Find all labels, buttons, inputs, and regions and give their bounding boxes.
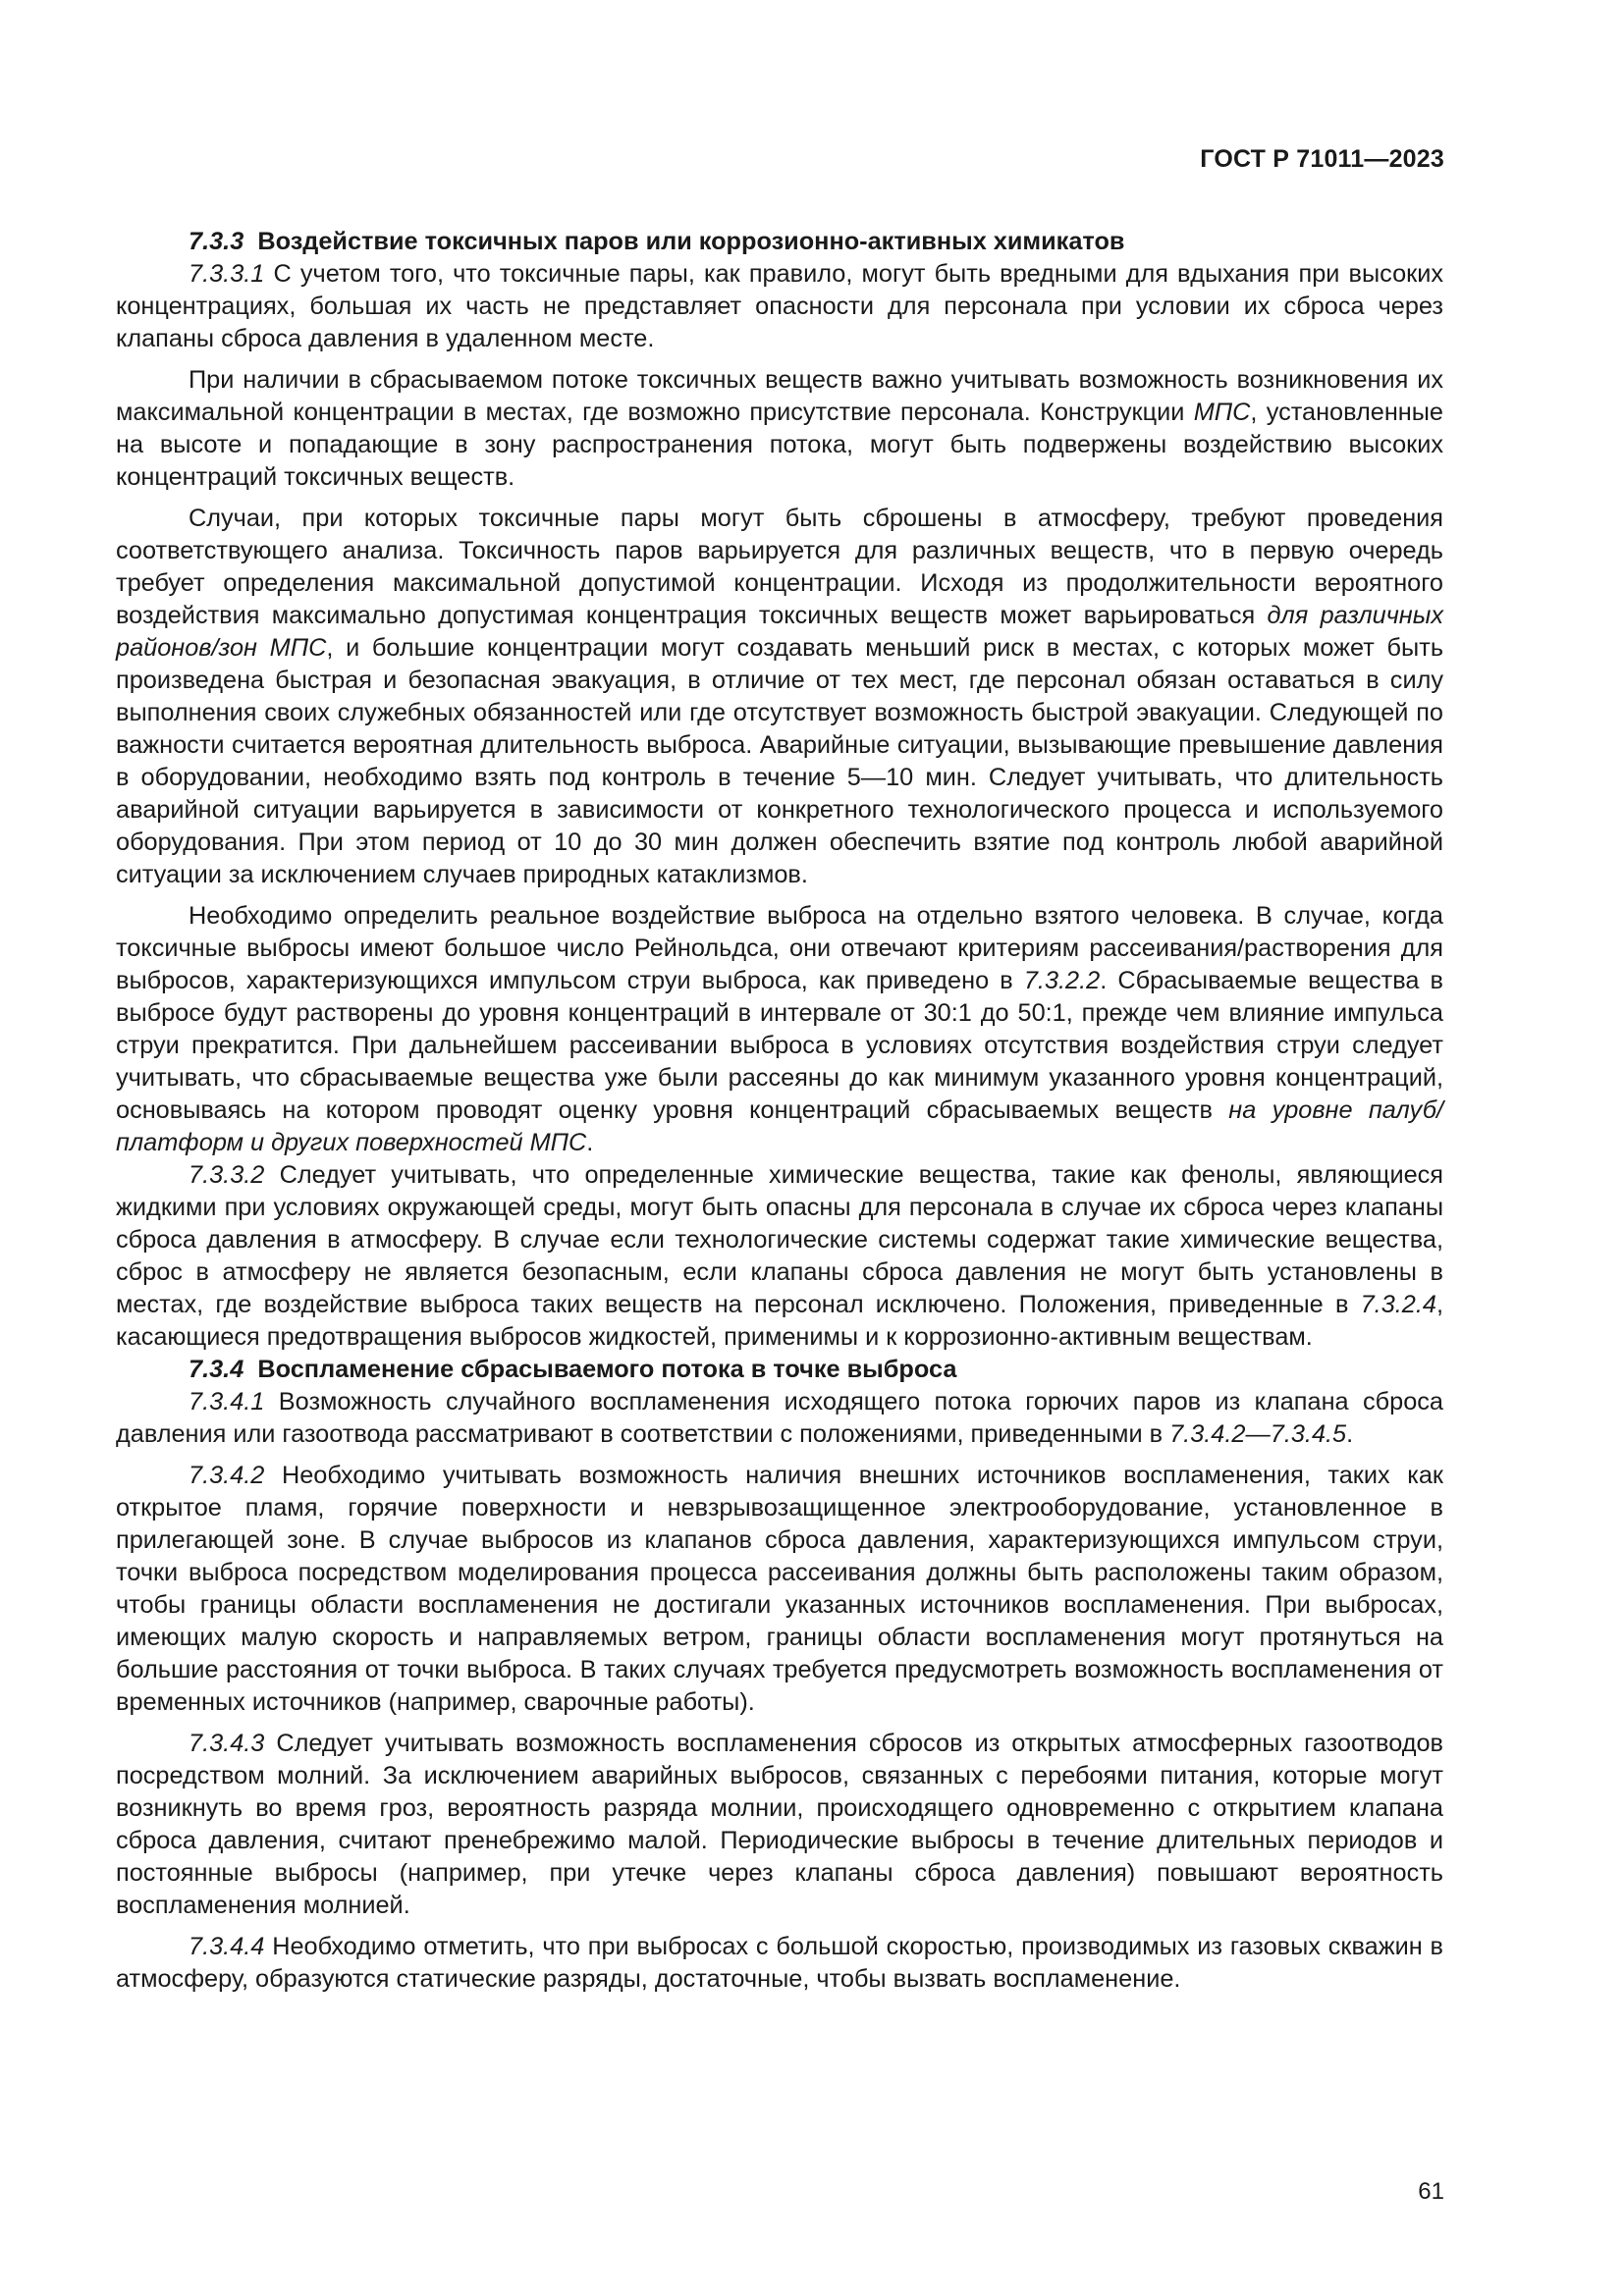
paragraph: Случаи, при которых токсичные пары могут быть сброшены в атмосферу, требуют проведения соответствующего анализа. Токсичность паров варьируется для различных веществ, что в первую очередь требует определения максимальной допустимой концентрации. Исходя из продолжительности вероятного воздействия максимально допустимая концентрация токсичных веществ может варьироваться для различных районов/зон МПС, и большие концентрации могут создавать меньший риск в местах, с которых может быть произведена быстрая и безопасная эвакуация, в отличие от тех мест, где персонал обязан оставаться в силу выполнения своих служебных обязанностей или где отсутствует возможность быстрой эвакуации. Следующей по важности считается вероятная длительность выброса. Аварийные ситуации, вызывающие превышение давления в оборудовании, необходимо взять под контроль в течение 5—10 мин. Следует учитывать, что длительность аварийной ситуации варьируется в зависимости от конкретного технологического процесса и используемого оборудования. При этом период от 10 до 30 мин должен обеспечить взятие под контроль любой аварийной ситуации за исключением случаев природных катаклизмов. <box>116 505 1443 888</box>
paragraph: Необходимо определить реальное воздействие выброса на отдельно взятого человека. В случае, когда токсичные выбросы имеют большое число Рейнольдса, они отвечают критериям рассеивания/растворения для выбросов, характеризующихся импульсом струи выброса, как приведено в 7.3.2.2. Сбрасываемые вещества в выбросе будут растворены до уровня концентраций в интервале от 30:1 до 50:1, прежде чем влияние импульса струи прекратится. При дальнейшем рассеивании выброса в условиях отсутствия воздействия струи следует учитывать, что сбрасываемые вещества уже были рассеяны до как минимум указанного уровня концентраций, основываясь на котором проводят оценку уровня концентраций сбрасываемых веществ на уровне палуб/платформ и других поверхностей МПС. <box>116 902 1443 1156</box>
clause-number: 7.3.4.4 <box>189 1933 265 1960</box>
standard-code: ГОСТ Р 71011—2023 <box>1200 145 1444 173</box>
section-heading-7-3-3 <box>116 226 1443 258</box>
italic-term: для различных районов/зон МПС <box>116 602 1443 662</box>
page-number: 61 <box>1418 2178 1444 2205</box>
italic-term: на уровне палуб/платформ и других поверхностей МПС <box>116 1096 1443 1156</box>
paragraph-7-3-4-1: 7.3.4.1 Возможность случайного воспламенения исходящего потока горючих паров из клапана сброса давления или газоотвода рассматривают в соответствии с положениями, приведенными в 7.3.4.2—7.3.4.5. <box>116 1388 1444 1448</box>
paragraph-7-3-4-2: 7.3.4.2 Необходимо учитывать возможность наличия внешних источников воспламенения, таких как открытое пламя, горячие поверхности и невзрывозащищенное электрооборудование, установленное в прилегающей зоне. В случае выбросов из клапанов сброса давления, характеризующихся импульсом струи, точки выброса посредством моделирования процесса рассеивания должны быть расположены таким образом, чтобы границы области воспламенения не достигали указанных источников воспламенения. При выбросах, имеющих малую скорость и направляемых ветром, границы области воспламенения могут протянуться на большие расстояния от точки выброса. В таких случаях требуется предусмотреть возможность воспламенения от временных источников (например, сварочные работы). <box>116 1462 1443 1716</box>
paragraph: При наличии в сбрасываемом потоке токсичных веществ важно учитывать возможность возникновения их максимальной концентрации в местах, где возможно присутствие персонала. Конструкции МПС, установленные на высоте и попадающие в зону распространения потока, могут быть подвержены воздействию высоких концентраций токсичных веществ. <box>116 366 1444 491</box>
clause-number: 7.3.4.2 <box>189 1462 265 1489</box>
clause-number: 7.3.3.1 <box>189 260 265 288</box>
section-heading-7-3-4 <box>116 1354 1443 1386</box>
clause-number: 7.3.3.2 <box>189 1161 265 1189</box>
paragraph-7-3-3-2: 7.3.3.2 Следует учитывать, что определенные химические вещества, такие как фенолы, являющиеся жидкими при условиях окружающей среды, могут быть опасны для персонала в случае их сброса через клапаны сброса давления в атмосферу. В случае если технологические системы содержат такие химические вещества, сброс в атмосферу не является безопасным, если клапаны сброса давления не могут быть установлены в местах, где воздействие выброса таких веществ на персонал исключено. Положения, приведенные в 7.3.2.4, касающиеся предотвращения выбросов жидкостей, применимы и к коррозионно-активным веществам. <box>116 1161 1443 1351</box>
clause-reference: 7.3.2.2 <box>1023 967 1101 994</box>
clause-number: 7.3.4.1 <box>189 1388 265 1415</box>
section-title: Воздействие токсичных паров или коррозионно-активных химикатов <box>257 228 1125 255</box>
paragraph-7-3-3-1: 7.3.3.1 С учетом того, что токсичные пары, как правило, могут быть вредными для вдыхания при высоких концентрациях, большая их часть не представляет опасности для персонала при условии их сброса через клапаны сброса давления в удаленном месте. <box>116 260 1443 352</box>
clause-reference: 7.3.2.4 <box>1360 1291 1436 1318</box>
clause-number: 7.3.4.3 <box>189 1730 265 1757</box>
clause-reference: 7.3.4.2—7.3.4.5 <box>1169 1420 1347 1448</box>
section-title: Воспламенение сбрасываемого потока в точке выброса <box>257 1356 957 1383</box>
paragraph-7-3-4-4: 7.3.4.4 Необходимо отметить, что при выбросах с большой скоростью, производимых из газовых скважин в атмосферу, образуются статические разряды, достаточные, чтобы вызвать воспламенение. <box>116 1933 1443 1993</box>
paragraph-7-3-4-3: 7.3.4.3 Следует учитывать возможность воспламенения сбросов из открытых атмосферных газоотводов посредством молний. За исключением аварийных выбросов, связанных с перебоями питания, которые могут возникнуть во время гроз, вероятность разряда молнии, происходящего одновременно с открытием клапана сброса давления, считают пренебрежимо малой. Периодические выбросы в течение длительных периодов и постоянные выбросы (например, при утечке через клапаны сброса давления) повышают вероятность воспламенения молнией. <box>116 1730 1443 1919</box>
document-body <box>116 226 1443 1996</box>
section-number: 7.3.3 <box>189 228 244 255</box>
section-number: 7.3.4 <box>189 1356 244 1383</box>
italic-term: МПС <box>1193 399 1251 426</box>
